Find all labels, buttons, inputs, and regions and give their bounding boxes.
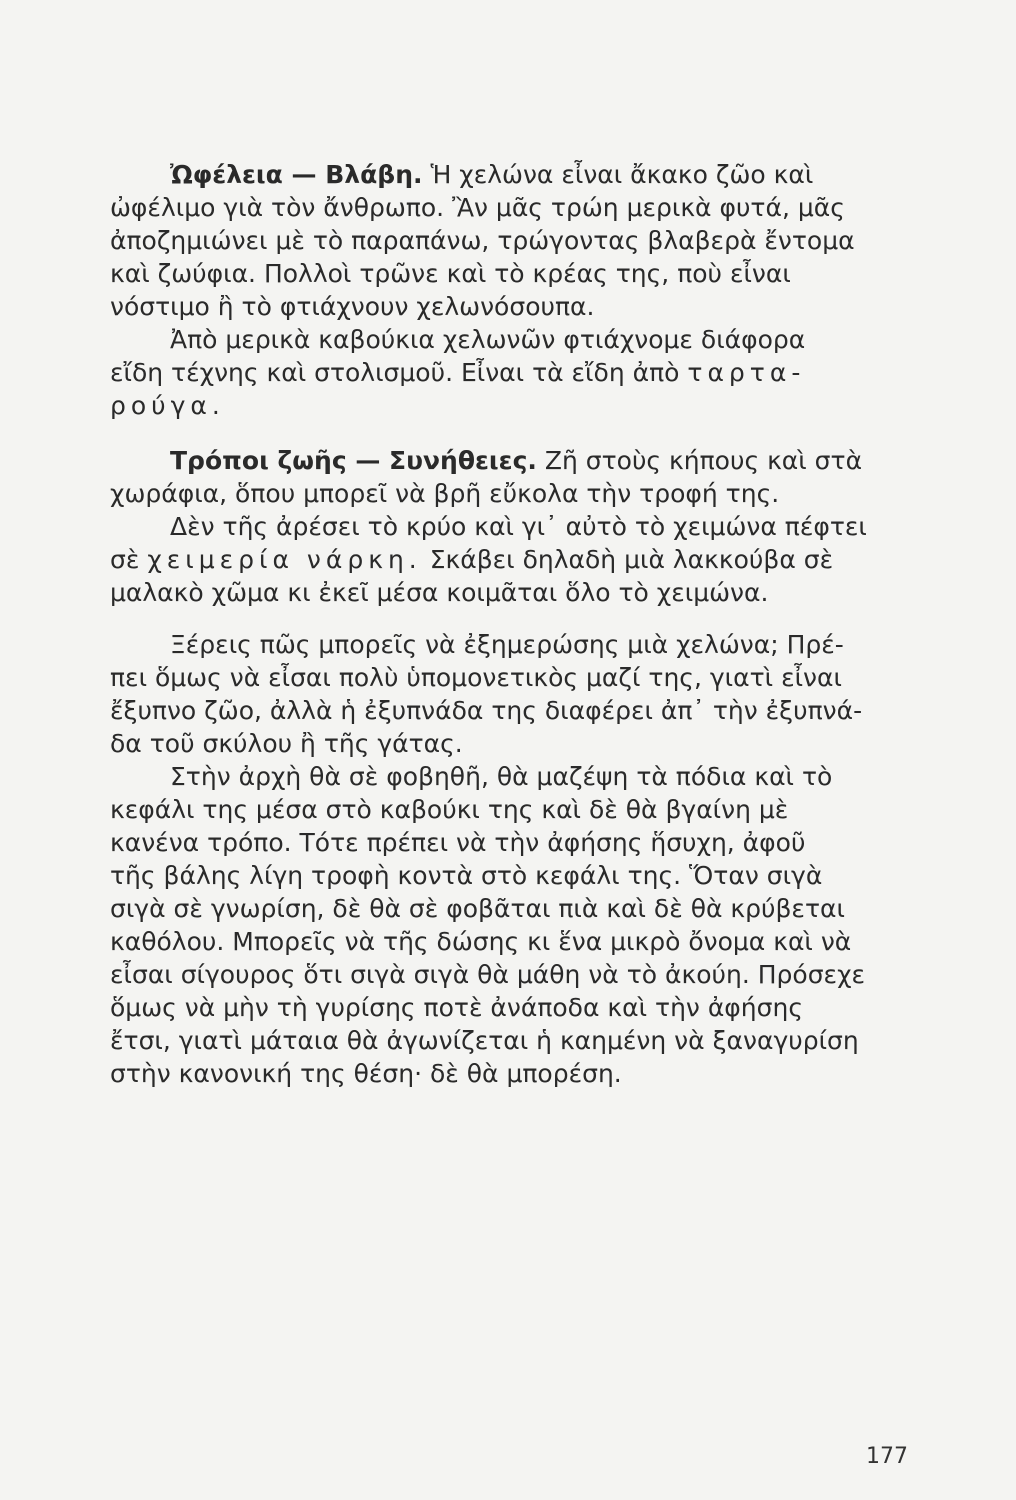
text-line: πει ὅμως νὰ εἶσαι πολὺ ὑπομονετικὸς μαζί της, γιατὶ εἶναι bbox=[110, 663, 842, 692]
text-line: ἔτσι, γιατὶ μάταια θὰ ἀγωνίζεται ἡ καημένη νὰ ξαναγυρίση bbox=[110, 1026, 859, 1055]
text-line: δα τοῦ σκύλου ἢ τῆς γάτας. bbox=[110, 729, 463, 758]
text-line: σὲ χειμερία νάρκη. Σκάβει δηλαδὴ μιὰ λακκούβα σὲ bbox=[110, 545, 834, 574]
text-line: τῆς βάλης λίγη τροφὴ κοντὰ στὸ κεφάλι της. Ὅταν σιγὰ bbox=[110, 861, 823, 890]
text-line: Τρόποι ζωῆς — Συνήθειες. Ζῆ στοὺς κήπους καὶ στὰ bbox=[170, 446, 863, 475]
spaced-term: ταρτα- bbox=[687, 358, 806, 387]
text-line: ρούγα. bbox=[110, 391, 225, 420]
section-way-of-life bbox=[110, 444, 940, 609]
text-line: καθόλου. Μπορεῖς νὰ τῆς δώσης κι ἕνα μικρὸ ὄνομα καὶ νὰ bbox=[110, 927, 852, 956]
text-line: ὠφέλιμο γιὰ τὸν ἄνθρωπο. Ἂν μᾶς τρώη μερικὰ φυτά, μᾶς bbox=[110, 193, 845, 222]
text-line: Ἀπὸ μερικὰ καβούκια χελωνῶν φτιάχνομε διάφορα bbox=[170, 325, 806, 354]
text-line: μαλακὸ χῶμα κι ἐκεῖ μέσα κοιμᾶται ὅλο τὸ χειμώνα. bbox=[110, 578, 769, 607]
text-line: ὅμως νὰ μὴν τὴ γυρίσης ποτὲ ἀνάποδα καὶ τὴν ἀφήσης bbox=[110, 993, 804, 1022]
text-line: χωράφια, ὅπου μπορεῖ νὰ βρῆ εὔκολα τὴν τροφή της. bbox=[110, 479, 780, 508]
text-line: στὴν κανονική της θέση· δὲ θὰ μπορέση. bbox=[110, 1059, 622, 1088]
section-heading: Τρόποι ζωῆς — Συνήθειες. bbox=[170, 446, 537, 475]
text-line: Ὠφέλεια — Βλάβη. Ἡ χελώνα εἶναι ἄκακο ζῶο καὶ bbox=[170, 160, 814, 189]
section-benefit-harm bbox=[110, 158, 940, 422]
text-line: νόστιμο ἢ τὸ φτιάχνουν χελωνόσουπα. bbox=[110, 292, 595, 321]
text-line: Ξέρεις πῶς μπορεῖς νὰ ἐξημερώσης μιὰ χελώνα; Πρέ- bbox=[170, 630, 844, 659]
section-taming bbox=[110, 628, 940, 1090]
text-line: κεφάλι της μέσα στὸ καβούκι της καὶ δὲ θὰ βγαίνη μὲ bbox=[110, 795, 789, 824]
text-line: κανένα τρόπο. Τότε πρέπει νὰ τὴν ἀφήσης ἥσυχη, ἀφοῦ bbox=[110, 828, 806, 857]
text-line: ἀποζημιώνει μὲ τὸ παραπάνω, τρώγοντας βλαβερὰ ἔντομα bbox=[110, 226, 855, 255]
text-line: ἔξυπνο ζῶο, ἀλλὰ ἡ ἐξυπνάδα της διαφέρει ἀπ᾽ τὴν ἐξυπνά- bbox=[110, 696, 863, 725]
page-number: 177 bbox=[866, 1444, 908, 1469]
text-line: εἶσαι σίγουρος ὅτι σιγὰ σιγὰ θὰ μάθη νὰ τὸ ἀκούη. Πρόσεχε bbox=[110, 960, 866, 989]
text-line: Στὴν ἀρχὴ θὰ σὲ φοβηθῆ, θὰ μαζέψη τὰ πόδια καὶ τὸ bbox=[170, 762, 833, 791]
text-line: σιγὰ σὲ γνωρίση, δὲ θὰ σὲ φοβᾶται πιὰ καὶ δὲ θὰ κρύβεται bbox=[110, 894, 845, 923]
text-line: εἴδη τέχνης καὶ στολισμοῦ. Εἶναι τὰ εἴδη ἀπὸ ταρτα- bbox=[110, 358, 806, 387]
section-heading: Ὠφέλεια — Βλάβη. bbox=[170, 160, 423, 189]
spaced-term: χειμερία νάρκη. bbox=[147, 545, 422, 574]
text-line: καὶ ζωύφια. Πολλοὶ τρῶνε καὶ τὸ κρέας της, ποὺ εἶναι bbox=[110, 259, 791, 288]
text-line: Δὲν τῆς ἀρέσει τὸ κρύο καὶ γι᾽ αὐτὸ τὸ χειμώνα πέφτει bbox=[170, 512, 867, 541]
